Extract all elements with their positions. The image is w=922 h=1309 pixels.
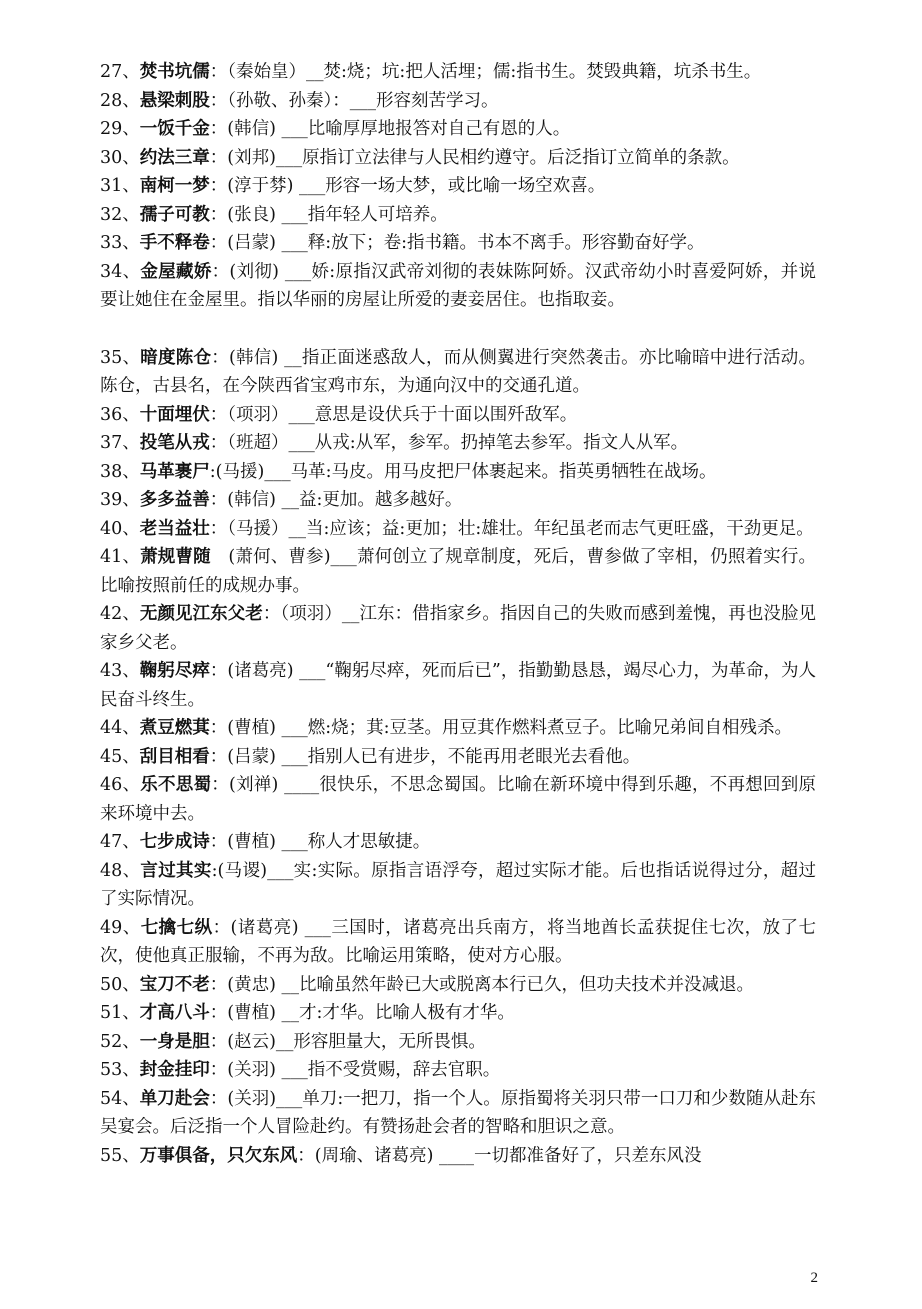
idiom-entry xyxy=(100,401,816,430)
idiom-term: 单刀赴会 xyxy=(139,1088,210,1109)
idiom-term: 悬梁刺股 xyxy=(139,90,210,111)
entry-number: 34、 xyxy=(100,261,141,282)
idiom-definition: ：(曹植) __才:才华。比喻人极有才华。 xyxy=(209,1003,515,1023)
idiom-definition: :(马谡)___实:实际。原指言语浮夸，超过实际才能。后也指话说得过分，超过了实际情况。 xyxy=(100,860,816,909)
idiom-entry xyxy=(100,344,816,401)
idiom-term: 萧规曹随 xyxy=(140,547,211,567)
idiom-term: 才高八斗 xyxy=(139,1003,210,1023)
entry-number: 49、 xyxy=(100,917,141,938)
idiom-term: 马革裹尸 xyxy=(139,461,210,482)
entry-number: 48、 xyxy=(100,860,141,881)
idiom-entry xyxy=(100,543,816,600)
idiom-entry xyxy=(100,458,816,487)
idiom-entry xyxy=(100,1085,816,1142)
entry-number: 42、 xyxy=(100,604,140,624)
idiom-term: 一身是胆 xyxy=(139,1031,210,1052)
idiom-term: 万事俱备，只欠东风 xyxy=(139,1145,298,1166)
idiom-entry xyxy=(100,58,816,87)
entry-number: 30、 xyxy=(100,147,140,168)
entry-number: 50、 xyxy=(100,974,140,995)
idiom-definition: ：（马援）__当:应该；益:更加；壮:雄壮。年纪虽老而志气更旺盛，干劲更足。 xyxy=(209,518,814,539)
idiom-term: 七擒七纵 xyxy=(140,917,213,938)
idiom-term: 无颜见江东父老 xyxy=(139,604,263,624)
entry-number: 37、 xyxy=(100,433,140,453)
idiom-definition: ：(刘彻) ___娇:原指汉武帝刘彻的表妹陈阿娇。汉武帝幼小时喜爱阿娇，并说要让她住在金屋里。指以华丽的房屋让所爱的妻妾居住。也指取妾。 xyxy=(100,261,816,310)
idiom-entry xyxy=(100,1142,816,1171)
idiom-term: 煮豆燃萁 xyxy=(139,718,210,738)
idiom-entry xyxy=(100,914,816,971)
idiom-term: 多多益善 xyxy=(139,490,210,510)
idiom-term: 刮目相看 xyxy=(139,746,210,767)
idiom-entry xyxy=(100,657,816,714)
idiom-entry xyxy=(100,600,816,657)
idiom-term: 言过其实 xyxy=(140,860,212,881)
idiom-definition: ：(吕蒙) ___指别人已有进步，不能再用老眼光去看他。 xyxy=(209,746,641,767)
entry-number: 45、 xyxy=(100,746,140,767)
entry-number: 43、 xyxy=(100,661,140,681)
entry-number: 32、 xyxy=(100,204,140,225)
idiom-definition: (萧何、曹参)___萧何创立了规章制度，死后，曹参做了宰相，仍照着实行。比喻按照前任的成规办事。 xyxy=(100,547,816,596)
idiom-definition: ：（孙敬、孙秦）：___形容刻苦学习。 xyxy=(209,90,499,111)
entry-number: 44、 xyxy=(100,718,140,738)
entry-number: 31、 xyxy=(100,176,140,196)
entry-number: 55、 xyxy=(100,1145,140,1166)
idiom-entry xyxy=(100,172,816,201)
entry-number: 35、 xyxy=(100,347,141,368)
entry-number: 28、 xyxy=(100,90,140,111)
idiom-definition: ：(张良) ___指年轻人可培养。 xyxy=(209,204,448,225)
idiom-term: 一饭千金 xyxy=(139,119,210,139)
idiom-term: 金屋藏娇 xyxy=(140,261,212,282)
idiom-definition: ：(韩信) __指正面迷惑敌人，而从侧翼进行突然袭击。亦比喻暗中进行活动。陈仓，古县名，在今陕西省宝鸡市东，为通向汉中的交通孔道。 xyxy=(100,347,816,396)
entry-number: 38、 xyxy=(100,461,140,482)
entry-number: 54、 xyxy=(100,1088,140,1109)
idiom-definition: ：(周瑜、诸葛亮) ____一切都准备好了，只差东风没 xyxy=(297,1145,702,1166)
idiom-term: 焚书坑儒 xyxy=(139,62,210,82)
idiom-entry xyxy=(100,857,816,914)
idiom-entry xyxy=(100,144,816,173)
idiom-entry xyxy=(100,87,816,116)
idiom-definition: ：（项羽）___意思是设伏兵于十面以围歼敌军。 xyxy=(209,404,578,425)
idiom-term: 孺子可教 xyxy=(139,204,210,225)
idiom-definition: :(马援)___马革:马皮。用马皮把尸体裹起来。指英勇牺牲在战场。 xyxy=(209,461,717,482)
idiom-entry xyxy=(100,1056,816,1085)
idiom-entry xyxy=(100,999,816,1028)
idiom-term: 七步成诗 xyxy=(139,832,210,852)
idiom-definition: ：(诸葛亮) ___“鞠躬尽瘁，死而后已”，指勤勤恳恳，竭尽心力，为革命，为人民奋斗终生。 xyxy=(100,661,817,710)
idiom-term: 约法三章 xyxy=(139,147,210,168)
idiom-definition: ：(刘禅) ____很快乐，不思念蜀国。比喻在新环境中得到乐趣，不再想回到原来环境中去。 xyxy=(100,775,817,824)
entry-number: 27、 xyxy=(100,62,140,82)
idiom-term: 十面埋伏 xyxy=(139,404,210,425)
idiom-entry xyxy=(100,258,816,315)
idiom-definition: ：(韩信) ___比喻厚厚地报答对自己有恩的人。 xyxy=(209,119,571,139)
idiom-entry xyxy=(100,429,816,458)
idiom-definition: ：（秦始皇）__焚:烧；坑:把人活埋；儒:指书生。焚毁典籍，坑杀书生。 xyxy=(209,62,762,82)
idiom-definition: ：(淳于棼) ___形容一场大梦，或比喻一场空欢喜。 xyxy=(209,176,606,196)
entry-number: 39、 xyxy=(100,490,140,510)
page-number: 2 xyxy=(810,1270,818,1286)
idiom-entry xyxy=(100,486,816,515)
entry-number: 29、 xyxy=(100,119,140,139)
entry-number: 47、 xyxy=(100,832,140,852)
idiom-entry xyxy=(100,828,816,857)
idiom-entry xyxy=(100,515,816,544)
idiom-definition: ：(黄忠) __比喻虽然年龄已大或脱离本行已久，但功夫技术并没减退。 xyxy=(209,974,754,995)
idiom-definition: ：(诸葛亮) ___三国时，诸葛亮出兵南方，将当地酋长孟获捉住七次，放了七次，使他真正服输，不再为敌。比喻运用策略，使对方心服。 xyxy=(100,917,817,966)
idiom-term: 老当益壮 xyxy=(139,518,210,539)
entry-number: 51、 xyxy=(100,1003,140,1023)
idiom-definition: ：(赵云)__形容胆量大，无所畏惧。 xyxy=(209,1031,486,1052)
idiom-term: 宝刀不老 xyxy=(139,974,210,995)
idiom-term: 暗度陈仓 xyxy=(140,347,212,368)
idiom-definition: ：(曹植) ___称人才思敏捷。 xyxy=(209,832,431,852)
idiom-term: 鞠躬尽瘁 xyxy=(139,661,210,681)
entry-number: 40、 xyxy=(100,518,140,539)
idiom-term: 手不释卷 xyxy=(139,233,210,253)
idiom-term: 投笔从戎 xyxy=(139,433,210,453)
idiom-term: 乐不思蜀 xyxy=(140,775,212,795)
idiom-entry xyxy=(100,229,816,258)
idiom-entry xyxy=(100,971,816,1000)
idiom-entry xyxy=(100,743,816,772)
idiom-definition: ：(刘邦)___原指订立法律与人民相约遵守。后泛指订立简单的条款。 xyxy=(209,147,740,168)
idiom-term: 封金挂印 xyxy=(139,1060,210,1080)
idiom-entry xyxy=(100,714,816,743)
entry-number: 53、 xyxy=(100,1060,140,1080)
idiom-list xyxy=(100,58,816,1170)
idiom-definition: ：(曹植) ___燃:烧；萁:豆茎。用豆萁作燃料煮豆子。比喻兄弟间自相残杀。 xyxy=(209,718,793,738)
idiom-definition: ：(吕蒙) ___释:放下；卷:指书籍。书本不离手。形容勤奋好学。 xyxy=(209,233,705,253)
idiom-entry xyxy=(100,771,816,828)
idiom-definition: ：（班超）___从戎:从军，参军。扔掉笔去参军。指文人从军。 xyxy=(209,433,689,453)
idiom-entry xyxy=(100,115,816,144)
idiom-term: 南柯一梦 xyxy=(139,176,210,196)
idiom-definition: ：（项羽）__江东：借指家乡。指因自己的失败而感到羞愧，再也没脸见家乡父老。 xyxy=(100,604,817,653)
idiom-definition: ：(关羽) ___指不受赏赐，辞去官职。 xyxy=(209,1060,501,1080)
entry-number: 52、 xyxy=(100,1031,140,1052)
entry-number: 41、 xyxy=(100,547,141,567)
entry-number: 46、 xyxy=(100,775,141,795)
idiom-definition: ：(关羽)___单刀:一把刀，指一个人。原指蜀将关羽只带一口刀和少数随从赴东吴宴会。后泛指一个人冒险赴约。有赞扬赴会者的智略和胆识之意。 xyxy=(100,1088,816,1137)
entry-number: 33、 xyxy=(100,233,140,253)
idiom-definition: ：(韩信) __益:更加。越多越好。 xyxy=(209,490,463,510)
idiom-entry xyxy=(100,1028,816,1057)
entry-number: 36、 xyxy=(100,404,140,425)
idiom-entry xyxy=(100,201,816,230)
